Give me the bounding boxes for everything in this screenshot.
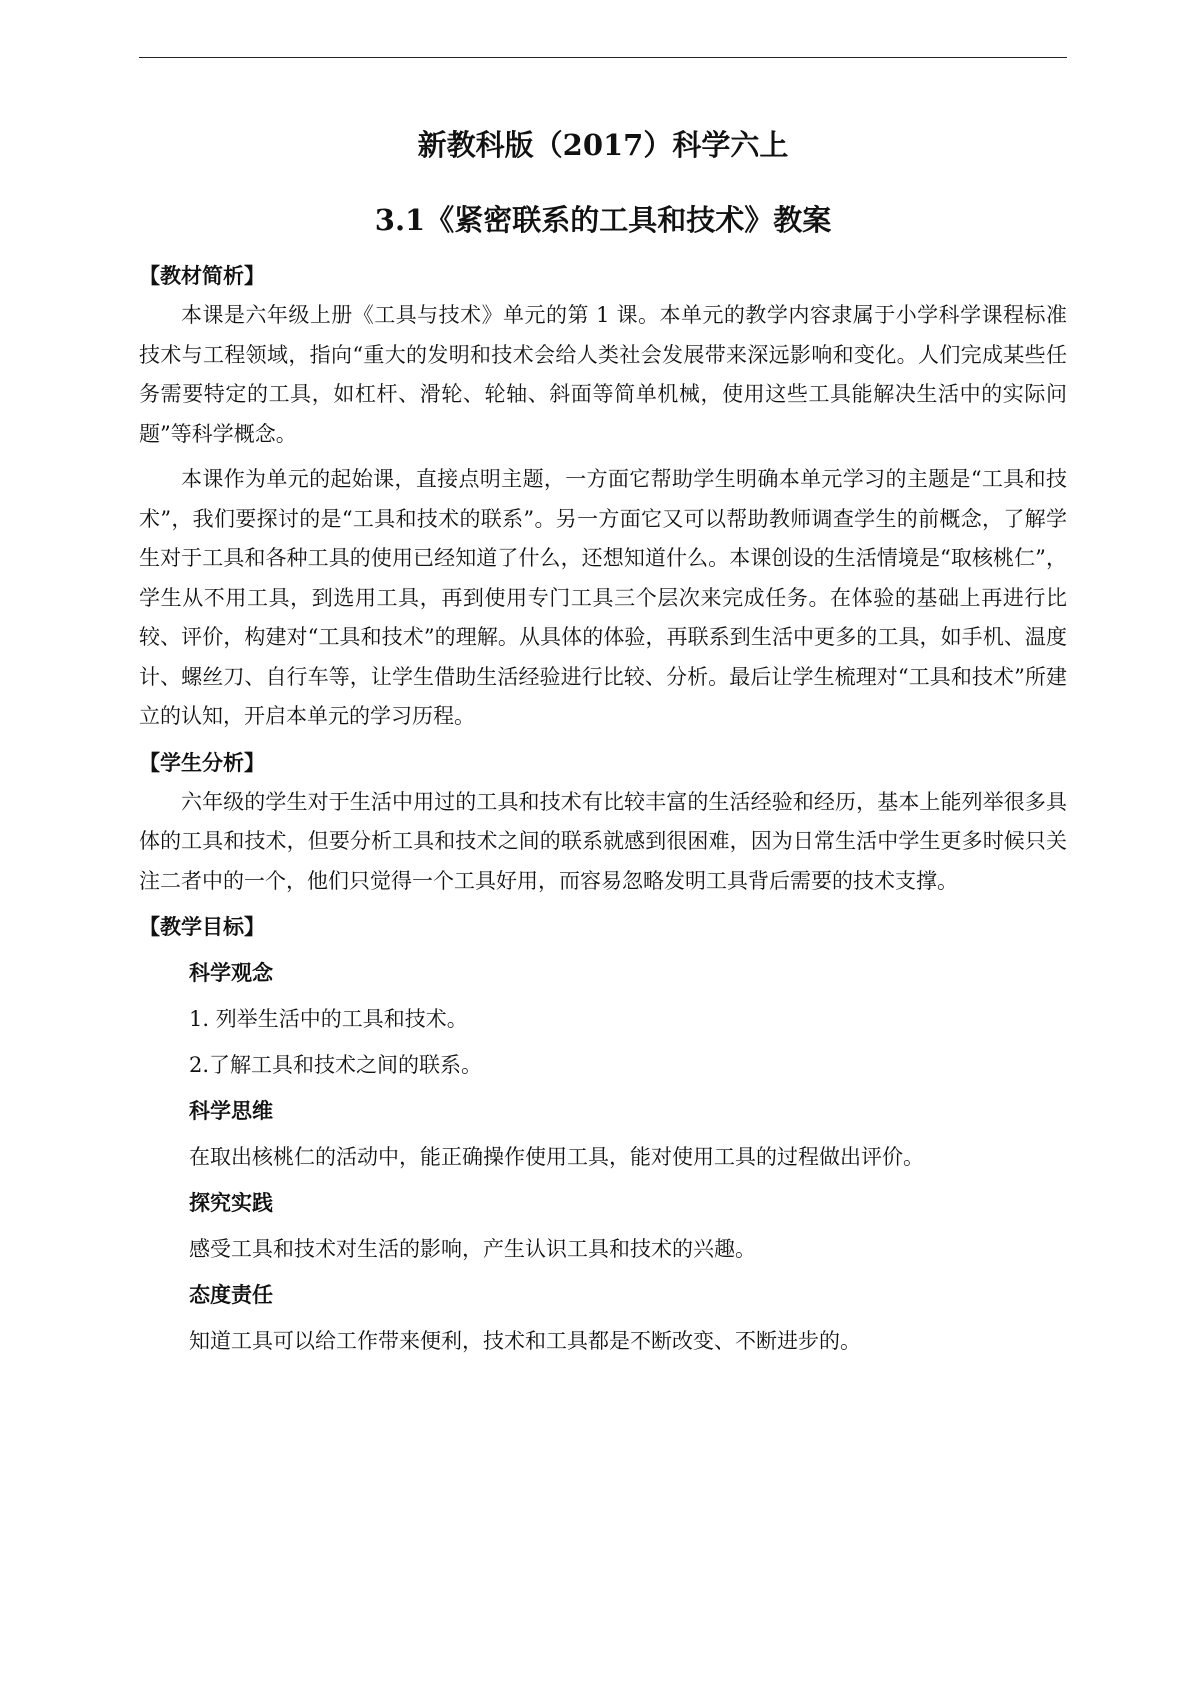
goal-text: 在取出核桃仁的活动中，能正确操作使用工具，能对使用工具的过程做出评价。 [189,1145,924,1169]
goal-subheading-science-concept: 科学观念 [189,960,273,985]
document-title: 新教科版（2017）科学六上 [417,128,789,162]
goal-subheading-inquiry-practice: 探究实践 [189,1190,273,1215]
document-subtitle: 3.1《紧密联系的工具和技术》教案 [374,203,832,237]
goal-text: 感受工具和技术对生活的影响，产生认识工具和技术的兴趣。 [189,1237,756,1261]
document-page [139,120,1067,1367]
paragraph: 本课是六年级上册《工具与技术》单元的第 1 课。本单元的教学内容隶属于小学科学课程标准技术与工程领域，指向“重大的发明和技术会给人类社会发展带来深远影响和变化。人们完成某些任务需要特定的工具，如杠杆、滑轮、轮轴、斜面等简单机械，使用这些工具能解决生活中的实际问题”等科学概念。 [139,303,1067,446]
goal-list-item: 2.了解工具和技术之间的联系。 [189,1053,483,1077]
paragraph: 本课作为单元的起始课，直接点明主题，一方面它帮助学生明确本单元学习的主题是“工具和技术”，我们要探讨的是“工具和技术的联系”。另一方面它又可以帮助教师调查学生的前概念，了解学生对于工具和各种工具的使用已经知道了什么，还想知道什么。本课创设的生活情境是“取核桃仁”，学生从不用工具，到选用工具，再到使用专门工具三个层次来完成任务。在体验的基础上再进行比较、评价，构建对“工具和技术”的理解。从具体的体验，再联系到生活中更多的工具，如手机、温度计、螺丝刀、自行车等，让学生借助生活经验进行比较、分析。最后让学生梳理对“工具和技术”所建立的认知，开启本单元的学习历程。 [139,467,1067,728]
paragraph: 六年级的学生对于生活中用过的工具和技术有比较丰富的生活经验和经历，基本上能列举很多具体的工具和技术，但要分析工具和技术之间的联系就感到很困难，因为日常生活中学生更多时候只关注二者中的一个，他们只觉得一个工具好用，而容易忽略发明工具背后需要的技术支撑。 [139,789,1067,893]
section-heading-student-analysis: 【学生分析】 [139,749,265,775]
header-rule [139,57,1067,58]
goal-subheading-science-thinking: 科学思维 [189,1098,273,1123]
goal-subheading-attitude-responsibility: 态度责任 [189,1282,273,1307]
goal-list-item: 1. 列举生活中的工具和技术。 [189,1007,468,1031]
goal-text: 知道工具可以给工作带来便利，技术和工具都是不断改变、不断进步的。 [189,1329,861,1353]
section-heading-textbook-analysis: 【教材简析】 [139,263,265,288]
section-heading-teaching-goals: 【教学目标】 [139,914,265,939]
